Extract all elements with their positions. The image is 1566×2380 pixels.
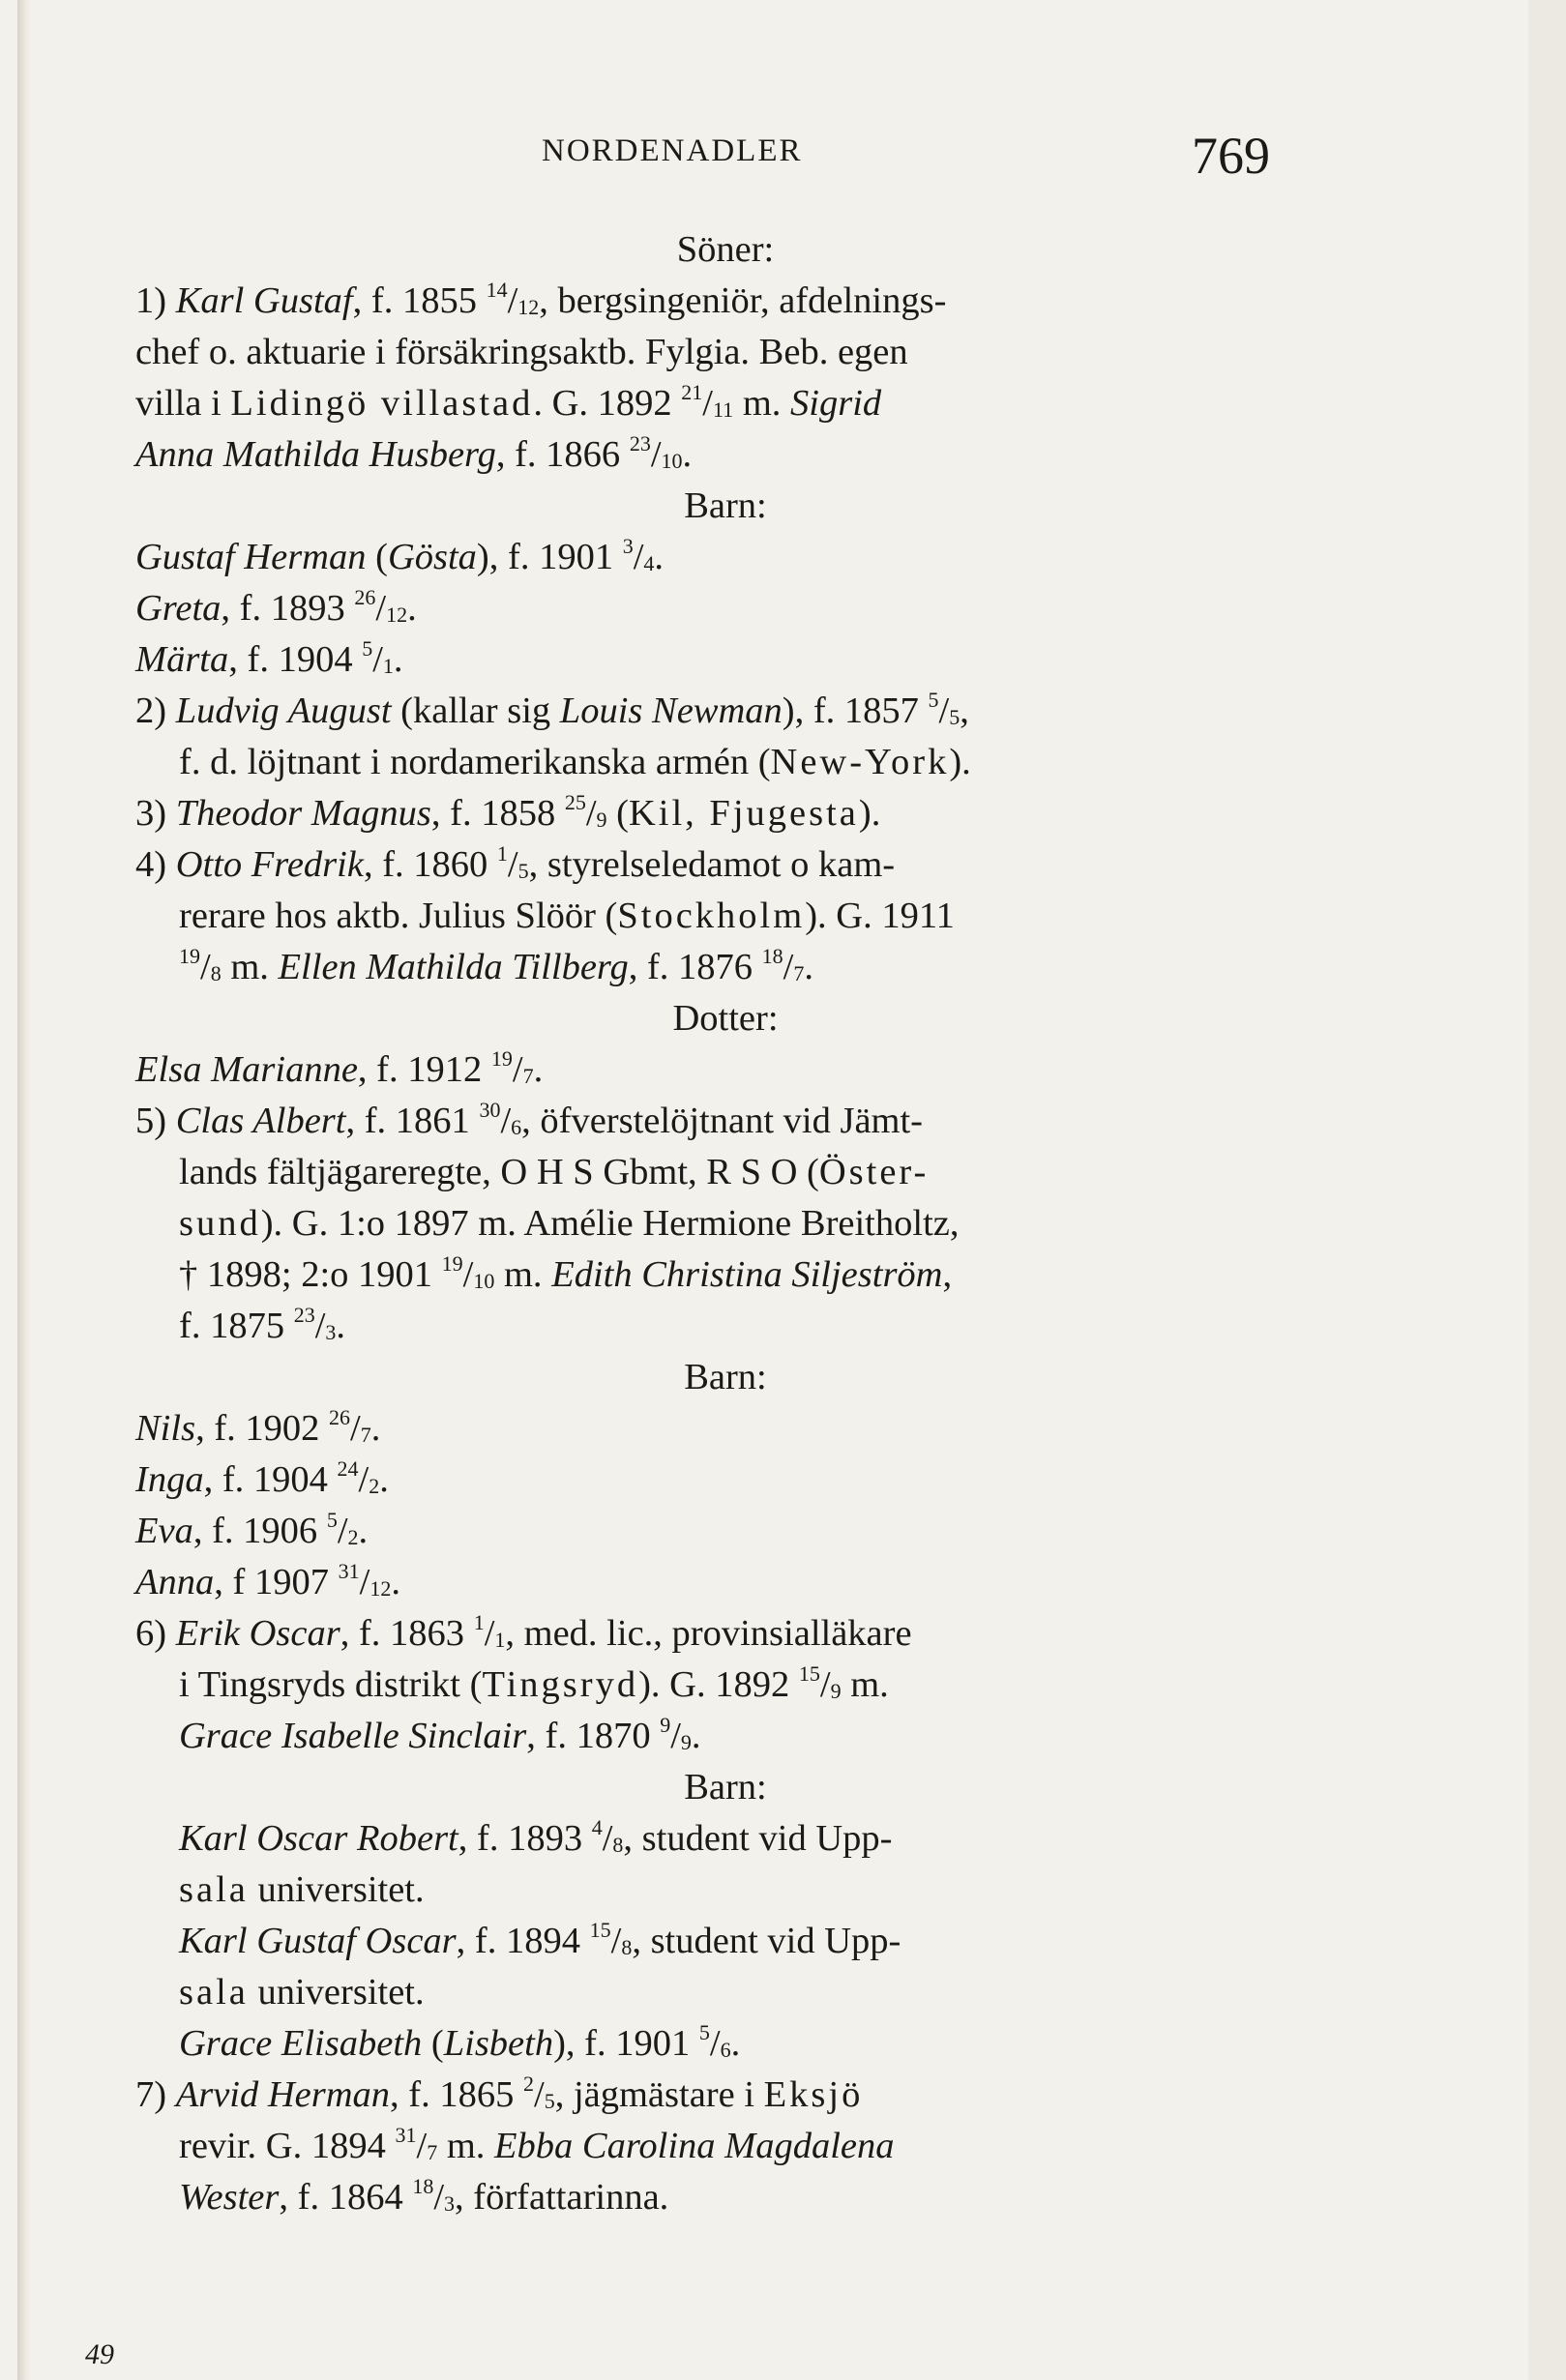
spaced-place: Tingsryd [482, 1664, 639, 1705]
text-run: . [336, 1306, 346, 1346]
text-run: , [960, 690, 969, 731]
text-run: i Tingsryds distrikt ( [179, 1664, 483, 1705]
date-day: 2 [523, 2071, 534, 2096]
date-day: 9 [660, 1713, 671, 1737]
text-run: . [682, 434, 693, 475]
date-day: 5 [362, 636, 373, 661]
text-line [135, 276, 1315, 327]
text-run: † 1898; 2:o 1901 [179, 1254, 442, 1295]
text-line [135, 686, 1315, 737]
text-line [135, 1967, 1315, 2018]
date-day: 15 [589, 1918, 611, 1942]
running-header [0, 126, 1566, 184]
italic-name: Arvid Herman [175, 2074, 391, 2115]
text-run: f. d. löjtnant i nordamerikanska armén ( [179, 742, 771, 782]
date-day: 26 [354, 585, 376, 609]
date-month: 1 [494, 1628, 506, 1652]
text-run: , [942, 1254, 953, 1295]
text-line [135, 1096, 1315, 1147]
date-day: 23 [629, 431, 651, 455]
text-line [135, 1506, 1315, 1557]
date-month: 3 [444, 2191, 456, 2216]
text-run: Barn: [684, 1357, 767, 1397]
text-run: . [730, 2023, 741, 2064]
text-run: , f. 1893 [458, 1818, 592, 1859]
text-line [135, 429, 1315, 481]
text-line [135, 1660, 1315, 1711]
text-run: / [350, 1408, 361, 1449]
date-month: 7 [427, 2140, 438, 2164]
italic-name: Nils [135, 1408, 196, 1449]
italic-name: Greta [135, 588, 222, 629]
text-run: m. [437, 2126, 495, 2166]
section-heading [135, 481, 1315, 532]
text-run: Dotter: [672, 998, 779, 1039]
text-line [135, 2121, 1315, 2172]
text-run: , f. 1860 [363, 844, 497, 885]
italic-name: Gösta [387, 537, 477, 577]
date-day: 31 [395, 2123, 417, 2147]
text-run: (kallar sig [391, 690, 560, 731]
date-day: 19 [490, 1046, 513, 1071]
page-number: 769 [1192, 127, 1270, 185]
text-run: / [484, 1613, 495, 1654]
date-day: 19 [441, 1251, 463, 1276]
spaced-place: Lidingö villastad [230, 383, 534, 424]
date-month: 5 [544, 2089, 555, 2113]
text-run: ). G. 1:o 1897 m. Amélie Hermione Breitholtz, [260, 1203, 960, 1244]
text-line [135, 1813, 1315, 1865]
text-line [135, 1403, 1315, 1454]
text-run: revir. G. 1894 [179, 2126, 396, 2166]
text-run: / [372, 639, 383, 680]
text-run: Söner: [676, 229, 775, 270]
text-run: m. [221, 947, 279, 987]
date-month: 9 [830, 1679, 842, 1703]
date-month: 8 [612, 1833, 624, 1857]
italic-name: Grace Elisabeth [179, 2023, 423, 2064]
text-run: / [462, 1254, 474, 1295]
text-run: , f. 1865 [390, 2074, 523, 2115]
text-run: ), f. 1857 [782, 690, 929, 731]
text-run: . [654, 537, 665, 577]
text-line [135, 1711, 1315, 1762]
italic-name: Karl Gustaf [175, 280, 353, 321]
text-run: , f. 1904 [203, 1459, 338, 1500]
text-run: m. [841, 1664, 889, 1705]
text-line [135, 1454, 1315, 1506]
date-month: 2 [369, 1474, 380, 1498]
date-month: 9 [596, 808, 607, 832]
text-run: / [359, 1562, 370, 1602]
text-line [135, 891, 1315, 942]
date-day: 18 [761, 944, 783, 968]
text-run: , f. 1858 [430, 793, 565, 834]
text-run: rerare hos aktb. Julius Slöör ( [179, 896, 618, 936]
italic-name: Elsa Marianne [135, 1049, 358, 1090]
text-run: / [314, 1306, 326, 1346]
date-day: 14 [486, 278, 508, 302]
section-heading [135, 993, 1315, 1044]
text-run: ), f. 1901 [476, 537, 623, 577]
text-run: ( [606, 793, 629, 834]
text-line [135, 1557, 1315, 1608]
text-run: / [819, 1664, 831, 1705]
italic-name: Erik Oscar [175, 1613, 340, 1654]
spaced-place: sund [179, 1203, 261, 1244]
date-month: 12 [386, 602, 408, 627]
facing-page-bleed [1528, 0, 1566, 2380]
date-month: 2 [347, 1525, 359, 1549]
text-run: villa i [135, 383, 231, 424]
text-run: / [610, 1921, 622, 1961]
text-line [135, 532, 1315, 583]
italic-name: Gustaf Herman [135, 537, 367, 577]
section-heading [135, 224, 1315, 276]
date-month: 1 [382, 654, 394, 678]
text-run: / [633, 537, 644, 577]
text-run: / [670, 1716, 681, 1756]
date-day: 5 [928, 688, 939, 712]
text-run: / [534, 2074, 545, 2115]
text-run: / [650, 434, 662, 475]
text-run: . [370, 1408, 381, 1449]
text-run: , f. 1906 [192, 1511, 327, 1551]
text-run: , styrelseledamot o kam- [528, 844, 896, 885]
date-month: 5 [517, 859, 529, 883]
italic-name: Inga [135, 1459, 204, 1500]
text-run: , student vid Upp- [632, 1921, 901, 1961]
text-run: / [507, 844, 518, 885]
text-run: . [393, 639, 403, 680]
text-line [135, 839, 1315, 891]
italic-name: Anna Mathilda Husberg [135, 434, 496, 475]
text-run: , f. 1902 [195, 1408, 330, 1449]
text-run: / [200, 947, 211, 987]
text-run: / [602, 1818, 613, 1859]
text-run: / [500, 1101, 512, 1141]
text-run: m. [494, 1254, 552, 1295]
text-line [135, 2070, 1315, 2121]
text-run: chef o. aktuarie i försäkringsaktb. Fylgia. Beb. egen [135, 332, 908, 372]
text-line [135, 1198, 1315, 1249]
text-run: . [691, 1716, 701, 1756]
spaced-place: sala [179, 1869, 249, 1910]
date-month: 11 [713, 397, 734, 422]
text-run: lands fältjägareregte, O H S Gbmt, R S O ( [179, 1152, 819, 1192]
text-run: ). G. 1911 [805, 896, 955, 936]
text-run: , f. 1876 [628, 947, 762, 987]
text-run: , f. 1864 [279, 2177, 413, 2218]
text-line [135, 1301, 1315, 1352]
text-run: / [416, 2126, 428, 2166]
date-month: 12 [369, 1576, 392, 1601]
text-run: ). [858, 793, 881, 834]
date-day: 4 [591, 1815, 603, 1839]
text-run: ). G. 1892 [638, 1664, 799, 1705]
text-run: universitet. [248, 1869, 425, 1910]
text-run: . [358, 1511, 369, 1551]
text-line [135, 1608, 1315, 1660]
italic-name: Karl Oscar Robert [179, 1818, 458, 1859]
text-run: / [938, 690, 950, 731]
text-run: / [585, 793, 597, 834]
text-line [135, 788, 1315, 839]
date-month: 7 [360, 1423, 371, 1447]
date-month: 10 [661, 449, 683, 473]
running-title: NORDENADLER [542, 133, 803, 168]
text-run: , f 1907 [214, 1562, 339, 1602]
date-day: 21 [681, 380, 703, 404]
text-line [135, 2172, 1315, 2223]
text-line [135, 1147, 1315, 1198]
italic-name: Theodor Magnus [175, 793, 431, 834]
text-run: , f. 1866 [495, 434, 630, 475]
spaced-place: Stockholm [617, 896, 806, 936]
text-line [135, 634, 1315, 686]
date-month: 3 [325, 1320, 337, 1344]
date-month: 8 [621, 1935, 633, 1959]
text-run: universitet. [248, 1972, 425, 2013]
italic-name: Märta [135, 639, 229, 680]
text-run: . G. 1892 [533, 383, 682, 424]
text-run: , f. 1861 [345, 1101, 480, 1141]
italic-name: Ebba Carolina Magdalena [494, 2126, 895, 2166]
page-edge [17, 0, 31, 2380]
section-heading [135, 1762, 1315, 1813]
text-run: Barn: [684, 1767, 767, 1807]
date-day: 19 [179, 944, 200, 968]
signature-mark: 49 [85, 2338, 114, 2370]
text-line [135, 1916, 1315, 1967]
section-heading [135, 1352, 1315, 1403]
text-run: ( [422, 2023, 444, 2064]
text-run: , med. lic., provinsialläkare [505, 1613, 912, 1654]
genealogy-text [135, 224, 1315, 2223]
italic-name: Ellen Mathilda Tillberg [278, 947, 629, 987]
date-day: 23 [293, 1303, 315, 1327]
date-day: 24 [337, 1456, 359, 1481]
text-run: , f. 1904 [228, 639, 363, 680]
text-run: 3) [135, 793, 176, 834]
date-day: 18 [412, 2174, 434, 2198]
date-month: 5 [949, 705, 960, 729]
text-run: 2) [135, 690, 176, 731]
text-run: 1) [135, 280, 176, 321]
text-run: . [407, 588, 417, 629]
spaced-place: Eksjö [763, 2074, 864, 2115]
italic-name: Grace Isabelle Sinclair [179, 1716, 527, 1756]
italic-name: Lisbeth [443, 2023, 554, 2064]
text-run: , student vid Upp- [623, 1818, 893, 1859]
date-day: 1 [496, 841, 508, 866]
italic-name: Wester [179, 2177, 280, 2218]
text-line [135, 583, 1315, 634]
text-run: ). [949, 742, 971, 782]
text-run: , författarinna. [455, 2177, 669, 2218]
spaced-place: sala [179, 1972, 249, 2013]
spaced-place: New-York [770, 742, 950, 782]
italic-name: Louis Newman [559, 690, 783, 731]
text-line [135, 1044, 1315, 1096]
date-day: 25 [564, 790, 586, 814]
text-run: 5) [135, 1101, 176, 1141]
date-day: 3 [622, 534, 634, 558]
italic-name: Edith Christina Siljeström [551, 1254, 943, 1295]
text-line [135, 327, 1315, 378]
text-run: , f. 1893 [221, 588, 355, 629]
text-run: / [783, 947, 794, 987]
date-month: 9 [680, 1730, 692, 1754]
text-run: / [702, 383, 713, 424]
date-month: 6 [720, 2038, 731, 2062]
text-run: / [337, 1511, 348, 1551]
text-line [135, 2018, 1315, 2070]
spaced-place: Kil, Fjugesta [628, 793, 859, 834]
italic-name: Ludvig August [175, 690, 392, 731]
date-day: 31 [338, 1559, 360, 1583]
text-run: / [433, 2177, 445, 2218]
text-line [135, 737, 1315, 788]
italic-name: Anna [135, 1562, 215, 1602]
text-run: . [533, 1049, 544, 1090]
text-run: 6) [135, 1613, 176, 1654]
text-run: . [379, 1459, 389, 1500]
text-run: . [391, 1562, 400, 1602]
text-run: , jägmästare i [554, 2074, 764, 2115]
date-day: 30 [479, 1098, 501, 1122]
text-run: , f. 1855 [352, 280, 487, 321]
date-month: 7 [793, 961, 805, 985]
text-run: 7) [135, 2074, 176, 2115]
date-day: 5 [698, 2020, 710, 2044]
date-day: 1 [473, 1610, 485, 1634]
date-month: 8 [210, 961, 222, 985]
date-day: 5 [326, 1508, 338, 1532]
text-run: / [507, 280, 518, 321]
italic-name: Eva [135, 1511, 193, 1551]
date-month: 4 [643, 551, 655, 575]
date-day: 26 [329, 1405, 351, 1429]
text-run: / [358, 1459, 369, 1500]
text-run: ), f. 1901 [553, 2023, 699, 2064]
italic-name: Clas Albert [175, 1101, 346, 1141]
date-month: 6 [511, 1115, 522, 1139]
text-run: 4) [135, 844, 176, 885]
spaced-place: Öster- [818, 1152, 930, 1192]
date-month: 12 [517, 295, 540, 319]
text-run: / [375, 588, 387, 629]
text-run: . [804, 947, 813, 987]
text-run: m. [733, 383, 791, 424]
text-run: , f. 1894 [456, 1921, 590, 1961]
date-day: 15 [798, 1661, 820, 1686]
text-line [135, 1865, 1315, 1916]
text-run: , f. 1870 [526, 1716, 661, 1756]
text-run: Barn: [684, 485, 767, 526]
text-line [135, 1249, 1315, 1301]
text-run: , f. 1912 [357, 1049, 491, 1090]
italic-name: Sigrid [790, 383, 882, 424]
italic-name: Otto Fredrik [175, 844, 364, 885]
text-line [135, 378, 1315, 429]
text-line [135, 942, 1315, 993]
text-run: ( [366, 537, 388, 577]
text-run: / [512, 1049, 523, 1090]
text-run: , öfverstelöjtnant vid Jämt- [521, 1101, 923, 1141]
text-run: , f. 1863 [340, 1613, 474, 1654]
italic-name: Karl Gustaf Oscar [179, 1921, 457, 1961]
text-run: f. 1875 [179, 1306, 294, 1346]
text-run: / [709, 2023, 721, 2064]
date-month: 7 [522, 1064, 534, 1088]
text-run: , bergsingeniör, afdelnings- [539, 280, 947, 321]
date-month: 10 [473, 1269, 495, 1293]
